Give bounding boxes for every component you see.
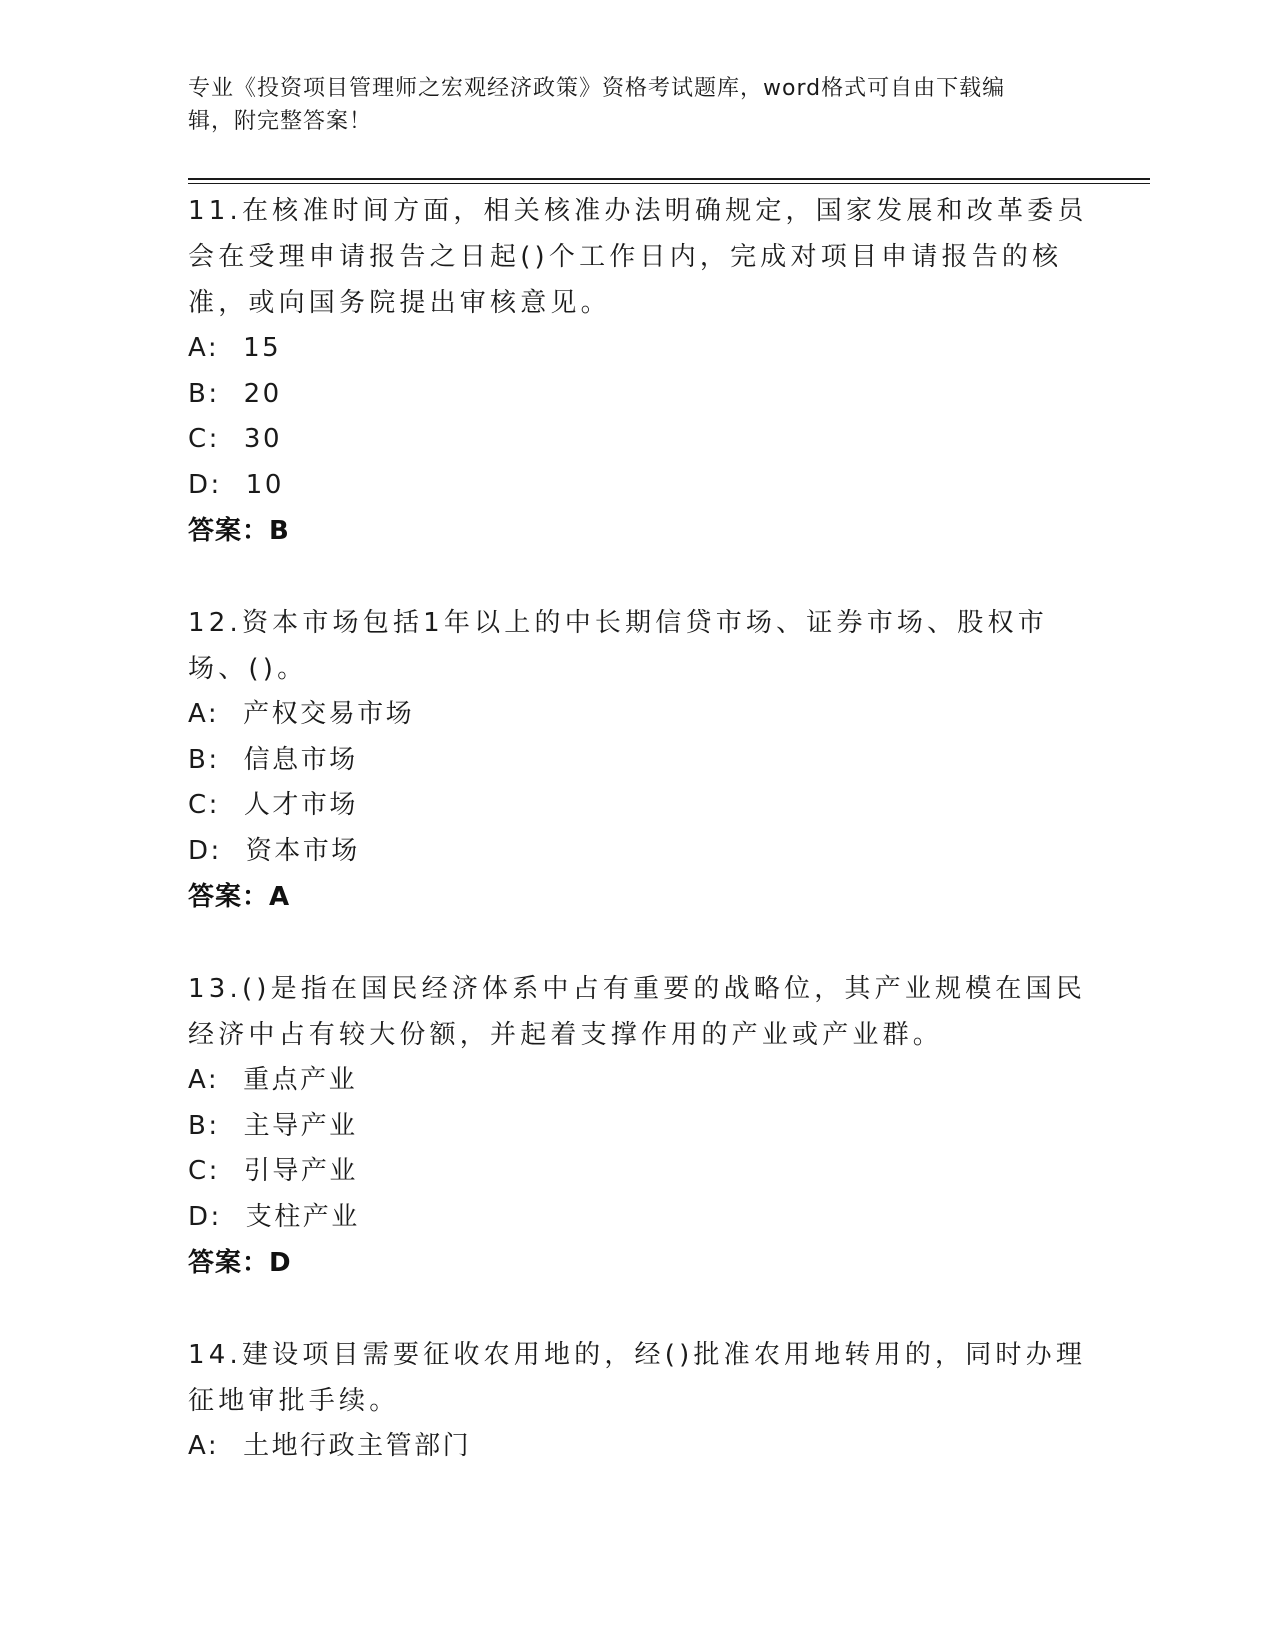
answer-line: 答案：D [188, 1248, 292, 1278]
option-letter: B: [188, 744, 220, 775]
option-b [188, 1104, 1088, 1150]
option-a [188, 692, 1088, 738]
option-letter: C: [188, 1156, 220, 1186]
option-letter: A: [188, 699, 220, 729]
option-text: 10 [245, 469, 284, 500]
question-stem: 14.建设项目需要征收农用地的，经()批准农用地转用的，同时办理征地审批手续。 [188, 1340, 1087, 1416]
option-text: 人才市场 [243, 790, 358, 820]
option-letter: A: [188, 1431, 220, 1461]
option-text: 引导产业 [243, 1156, 358, 1186]
option-b [188, 738, 1088, 784]
question-13 [188, 966, 1088, 1286]
option-letter: D: [188, 1201, 222, 1232]
question-14 [188, 1332, 1088, 1470]
option-letter: C: [188, 790, 220, 820]
option-text: 15 [243, 333, 282, 363]
option-text: 重点产业 [243, 1065, 358, 1095]
question-stem: 13.()是指在国民经济体系中占有重要的战略位，其产业规模在国民经济中占有较大份额，并起着支撑作用的产业或产业群。 [188, 974, 1087, 1050]
header-rule-thin [188, 183, 1150, 184]
option-letter: D: [188, 469, 222, 500]
option-text: 主导产业 [243, 1110, 358, 1141]
option-d [188, 1195, 1088, 1241]
option-a [188, 326, 1088, 372]
question-12 [188, 600, 1088, 920]
option-d [188, 463, 1088, 509]
document-header [188, 72, 1068, 138]
option-letter: B: [188, 378, 220, 409]
option-text: 30 [243, 424, 283, 454]
question-11 [188, 188, 1088, 554]
question-stem: 12.资本市场包括1年以上的中长期信贷市场、证券市场、股权市场、()。 [188, 608, 1048, 684]
option-a [188, 1424, 1088, 1470]
option-text: 信息市场 [243, 744, 358, 775]
option-letter: C: [188, 424, 220, 454]
option-a [188, 1058, 1088, 1104]
question-stem: 11.在核准时间方面，相关核准办法明确规定，国家发展和改革委员会在受理申请报告之日起()个工作日内，完成对项目申请报告的核准，或向国务院提出审核意见。 [188, 196, 1088, 318]
option-letter: A: [188, 333, 220, 363]
option-text: 土地行政主管部门 [243, 1431, 472, 1461]
option-d [188, 829, 1088, 875]
option-b [188, 372, 1088, 418]
answer-line: 答案：B [188, 516, 290, 546]
question-list [188, 188, 1088, 1516]
option-text: 产权交易市场 [243, 699, 415, 729]
header-line-2: 辑，附完整答案！ [188, 109, 373, 134]
option-c [188, 783, 1088, 829]
option-c [188, 417, 1088, 463]
option-letter: D: [188, 835, 222, 866]
option-c [188, 1149, 1088, 1195]
header-rule-thick [188, 178, 1150, 180]
answer-line: 答案：A [188, 882, 291, 912]
option-letter: A: [188, 1065, 220, 1095]
option-text: 支柱产业 [245, 1201, 360, 1232]
option-letter: B: [188, 1110, 220, 1141]
option-text: 资本市场 [245, 835, 360, 866]
header-line-1: 专业《投资项目管理师之宏观经济政策》资格考试题库，word格式可自由下载编 [188, 76, 1006, 101]
option-text: 20 [243, 378, 282, 409]
